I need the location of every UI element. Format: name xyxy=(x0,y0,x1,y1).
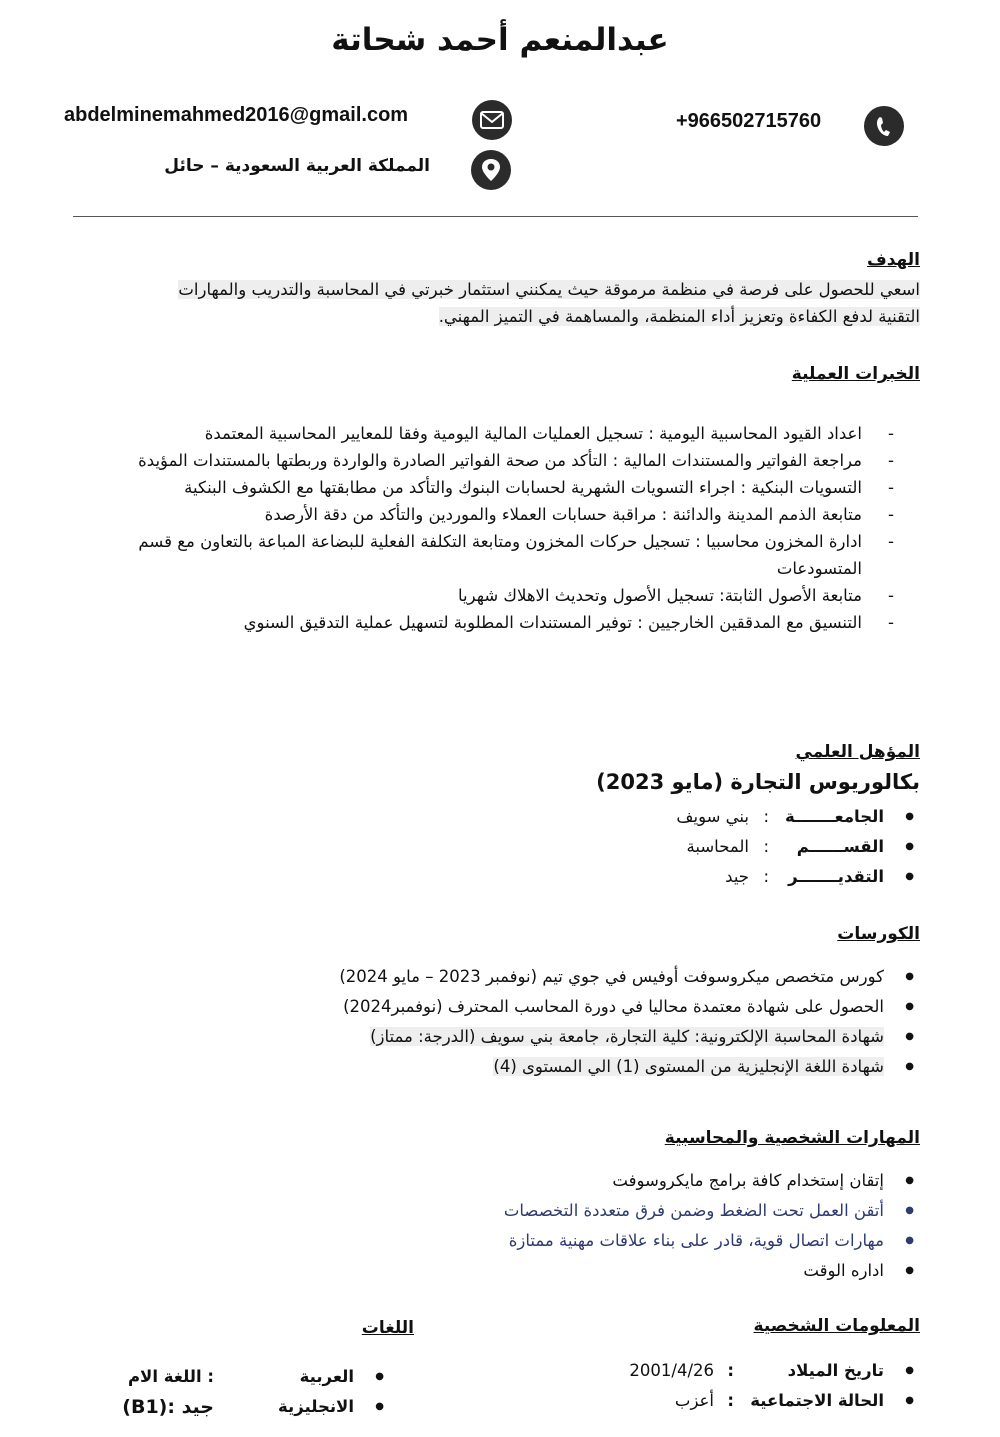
education-label: ● الجامعـــــــة xyxy=(785,807,884,826)
separator: : xyxy=(763,807,769,826)
separator: : xyxy=(727,1391,734,1410)
language-row xyxy=(100,1392,390,1422)
education-value: جيد xyxy=(725,867,749,886)
objective-text xyxy=(70,276,920,330)
education-row xyxy=(590,862,920,892)
language-level: جيد :(B1) xyxy=(122,1396,214,1418)
course-item-text: شهادة اللغة الإنجليزية من المستوى (1) الي المستوى (4) xyxy=(493,1057,884,1076)
experience-item: - متابعة الأصول الثابتة: تسجيل الأصول وتحديث الاهلاك شهريا xyxy=(110,582,900,609)
objective-line-1: اسعي للحصول على فرصة في منظمة مرموقة حيث يمكنني استثمار خبرتي في المحاسبة والتدريب والمهارات xyxy=(178,280,920,299)
personal-value: أعزب xyxy=(674,1391,714,1410)
language-level: : اللغة الام xyxy=(127,1367,214,1386)
experience-item: - متابعة الذمم المدينة والدائنة : مراقبة حسابات العملاء والموردين والتأكد من دقة الأرصدة xyxy=(110,501,900,528)
personal-row xyxy=(580,1356,920,1386)
candidate-name: عبدالمنعم أحمد شحاتة xyxy=(331,22,669,58)
language-name: ● الانجليزية xyxy=(278,1397,354,1416)
separator: : xyxy=(763,837,769,856)
location-pin-icon xyxy=(471,150,511,190)
phone-number[interactable]: +966502715760 xyxy=(676,110,822,132)
skill-item: ● أتقن العمل تحت الضغط وضمن فرق متعددة التخصصات xyxy=(140,1196,920,1226)
language-row xyxy=(100,1362,390,1392)
course-item: ● الحصول على شهادة معتمدة محاليا في دورة المحاسب المحترف (نوفمبر2024) xyxy=(140,992,920,1022)
language-name: ● العربية xyxy=(299,1367,354,1386)
skills-list xyxy=(140,1166,920,1286)
phone-icon xyxy=(864,106,904,146)
education-details xyxy=(590,802,920,892)
degree-title: بكالوريوس التجارة (مايو 2023) xyxy=(596,770,920,794)
personal-details xyxy=(580,1356,920,1416)
education-row xyxy=(590,802,920,832)
skill-item: ● اداره الوقت xyxy=(140,1256,920,1286)
languages-heading: اللغات xyxy=(361,1318,414,1338)
experience-item: - التنسيق مع المدققين الخارجيين : توفير المستندات المطلوبة لتسهيل عملية التدقيق السنوي xyxy=(110,609,900,636)
experience-item: - اعداد القيود المحاسبية اليومية : تسجيل العمليات المالية اليومية وفقا للمعايير المحاسبية المعتمدة xyxy=(110,420,900,447)
courses-list xyxy=(140,962,920,1082)
education-value: المحاسبة xyxy=(686,837,749,856)
skill-item: ● إتقان إستخدام كافة برامج مايكروسوفت xyxy=(140,1166,920,1196)
courses-heading: الكورسات xyxy=(837,924,920,944)
education-heading: المؤهل العلمي xyxy=(795,742,920,762)
personal-label: ● تاريخ الميلاد xyxy=(787,1361,884,1380)
experience-item: - التسويات البنكية : اجراء التسويات الشهرية لحسابات البنوك والتأكد من مطابقتها مع الكشوف البنكية xyxy=(110,474,900,501)
personal-heading: المعلومات الشخصية xyxy=(753,1316,920,1336)
skills-heading: المهارات الشخصية والمحاسبية xyxy=(664,1128,920,1148)
personal-row xyxy=(580,1386,920,1416)
skill-item: ● مهارات اتصال قوية، قادر على بناء علاقات مهنية ممتازة xyxy=(140,1226,920,1256)
separator: : xyxy=(763,867,769,886)
course-item xyxy=(140,1022,920,1052)
languages-details xyxy=(100,1362,390,1422)
course-item: ● كورس متخصص ميكروسوفت أوفيس في جوي تيم (نوفمبر 2023 – مايو 2024) xyxy=(140,962,920,992)
experience-list xyxy=(110,420,900,636)
experience-item: - مراجعة الفواتير والمستندات المالية : التأكد من صحة الفواتير الصادرة والواردة وربطتها بالمستندات المؤيدة xyxy=(110,447,900,474)
education-row xyxy=(590,832,920,862)
location-text: المملكة العربية السعودية – حائل xyxy=(164,156,430,176)
education-label: ● التقديـــــــر xyxy=(788,867,884,886)
header-divider xyxy=(73,216,918,217)
education-label: ● القســــــم xyxy=(796,837,884,856)
course-item xyxy=(140,1052,920,1082)
education-value: بني سويف xyxy=(676,807,749,826)
envelope-icon xyxy=(472,100,512,140)
experience-item: - ادارة المخزون محاسبيا : تسجيل حركات المخزون ومتابعة التكلفة الفعلية للبضاعة المباعة بالتعاون مع قسم المتسودعات xyxy=(110,528,900,582)
objective-heading: الهدف xyxy=(866,250,920,270)
separator: : xyxy=(727,1361,734,1380)
course-item-text: شهادة المحاسبة الإلكترونية: كلية التجارة، جامعة بني سويف (الدرجة: ممتاز) xyxy=(370,1027,884,1046)
objective-line-2: التقنية لدفع الكفاءة وتعزيز أداء المنظمة، والمساهمة في التميز المهني. xyxy=(438,307,920,326)
personal-label: ● الحالة الاجتماعية xyxy=(750,1391,884,1410)
experience-heading: الخبرات العملية xyxy=(791,364,920,384)
personal-value: 2001/4/26 xyxy=(629,1361,714,1380)
email-address[interactable]: abdelminemahmed2016@gmail.com xyxy=(64,104,409,126)
